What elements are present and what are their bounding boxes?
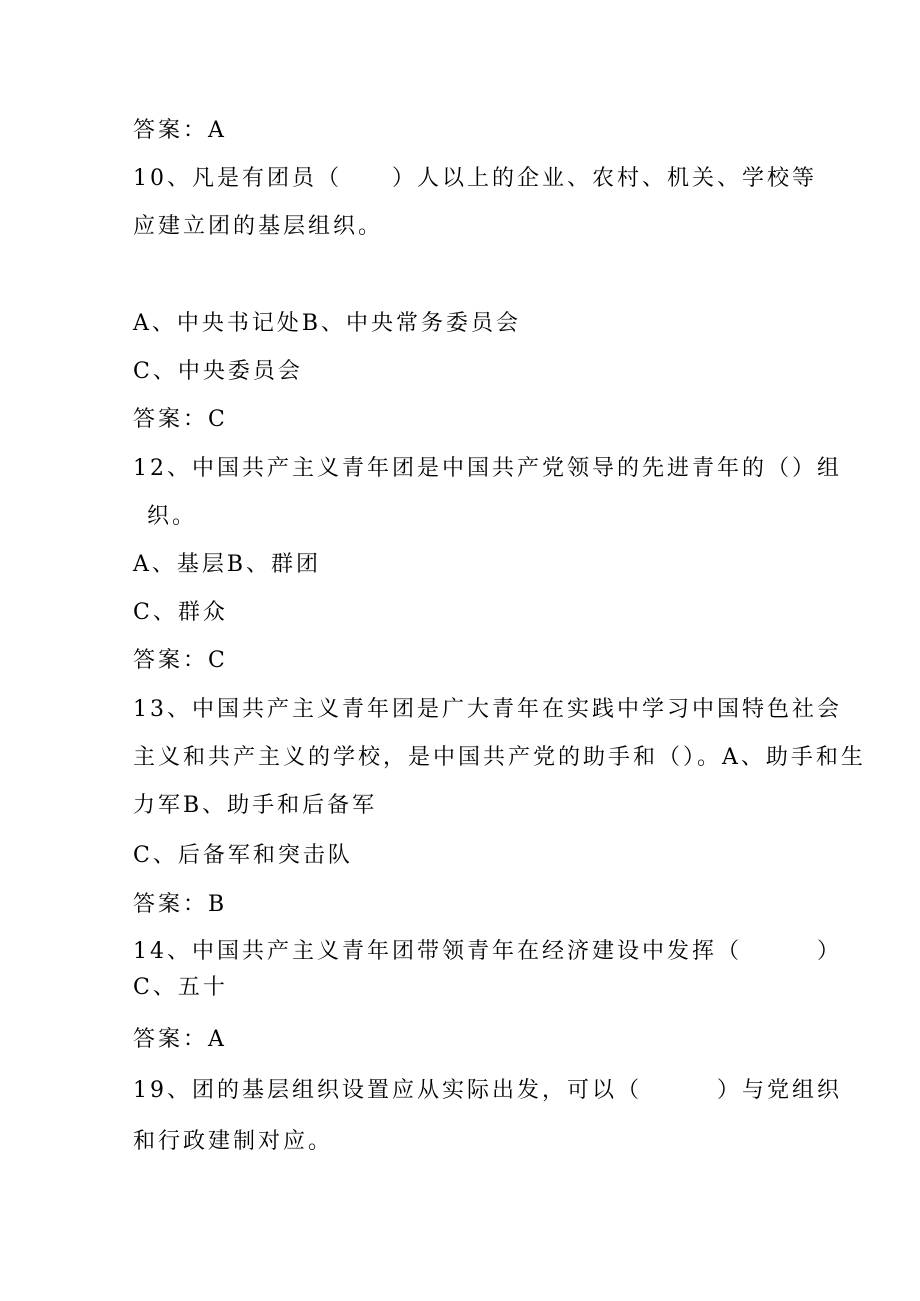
question-10-line-1: 10、凡是有团员（ ）人以上的企业、农村、机关、学校等	[133, 166, 817, 191]
answer-line: 答案：B	[133, 892, 228, 917]
option-line: C、群众	[133, 600, 228, 625]
option-line: A、中央书记处B、中央常务委员会	[133, 311, 522, 336]
option-line: A、基层B、群团	[133, 552, 322, 577]
answer-line: 答案：C	[133, 407, 228, 432]
answer-line: 答案：A	[133, 1027, 227, 1052]
question-13-line-1: 13、中国共产主义青年团是广大青年在实践中学习中国特色社会	[133, 697, 842, 722]
question-19-line-2: 和行政建制对应。	[133, 1129, 334, 1154]
question-14-line: 14、中国共产主义青年团带领青年在经济建设中发挥（ ）	[133, 939, 842, 964]
option-line: C、五十	[133, 975, 228, 1000]
question-13-line-2: 主义和共产主义的学校，是中国共产党的助手和（）。A、助手和生	[133, 745, 866, 770]
answer-line: 答案：A	[133, 118, 227, 143]
question-12-line-2: 织。	[147, 504, 198, 529]
answer-line: 答案：C	[133, 648, 228, 673]
option-line: C、中央委员会	[133, 359, 303, 384]
option-line: C、后备军和突击队	[133, 843, 353, 868]
question-13-line-3: 力军B、助手和后备军	[133, 793, 378, 818]
question-19-line-1: 19、团的基层组织设置应从实际出发，可以（ ）与党组织	[133, 1078, 842, 1103]
question-10-line-2: 应建立团的基层组织。	[133, 214, 384, 239]
question-12-line-1: 12、中国共产主义青年团是中国共产党领导的先进青年的（）组	[133, 456, 842, 481]
